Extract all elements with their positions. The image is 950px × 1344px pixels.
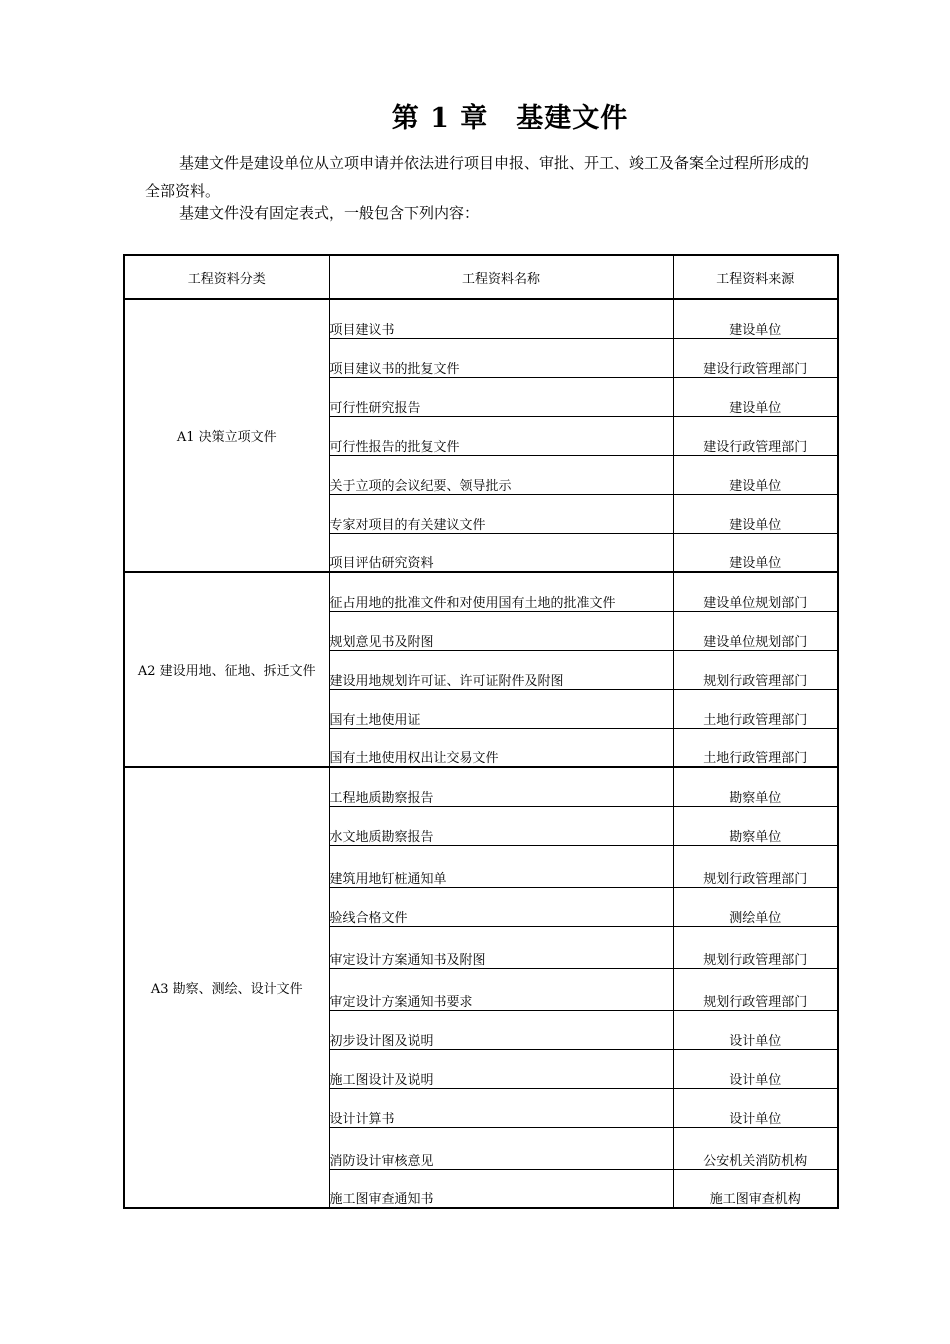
document-name-cell: 国有土地使用证 — [329, 689, 673, 728]
document-name-cell: 审定设计方案通知书及附图 — [329, 926, 673, 968]
document-source-cell: 建设单位 — [673, 533, 838, 572]
document-source-cell: 土地行政管理部门 — [673, 689, 838, 728]
document-name-cell: 验线合格文件 — [329, 887, 673, 926]
document-name-cell: 水文地质勘察报告 — [329, 806, 673, 845]
document-name-cell: 项目建议书的批复文件 — [329, 338, 673, 377]
document-name-cell: 项目建议书 — [329, 299, 673, 338]
document-source-cell: 设计单位 — [673, 1049, 838, 1088]
document-source-cell: 施工图审查机构 — [673, 1169, 838, 1208]
document-source-cell: 建设行政管理部门 — [673, 416, 838, 455]
document-name-cell: 设计计算书 — [329, 1088, 673, 1127]
document-name-cell: 施工图设计及说明 — [329, 1049, 673, 1088]
document-source-cell: 勘察单位 — [673, 767, 838, 806]
document-name-cell: 可行性报告的批复文件 — [329, 416, 673, 455]
category-cell: A2 建设用地、征地、拆迁文件 — [124, 572, 329, 767]
document-source-cell: 建设单位规划部门 — [673, 572, 838, 611]
document-source-cell: 建设单位 — [673, 377, 838, 416]
category-cell: A1 决策立项文件 — [124, 299, 329, 572]
document-name-cell: 规划意见书及附图 — [329, 611, 673, 650]
document-source-cell: 测绘单位 — [673, 887, 838, 926]
intro-paragraph-1: 基建文件是建设单位从立项申请并依法进行项目申报、审批、开工、竣工及备案全过程所形成的全部资料。 — [145, 154, 810, 200]
document-name-cell: 消防设计审核意见 — [329, 1127, 673, 1169]
document-name-cell: 国有土地使用权出让交易文件 — [329, 728, 673, 767]
document-name-cell: 审定设计方案通知书要求 — [329, 968, 673, 1010]
document-source-cell: 建设单位规划部门 — [673, 611, 838, 650]
document-source-cell: 建设单位 — [673, 455, 838, 494]
document-name-cell: 关于立项的会议纪要、领导批示 — [329, 455, 673, 494]
document-source-cell: 规划行政管理部门 — [673, 845, 838, 887]
document-name-cell: 可行性研究报告 — [329, 377, 673, 416]
document-source-cell: 建设单位 — [673, 494, 838, 533]
document-source-cell: 设计单位 — [673, 1088, 838, 1127]
document-source-cell: 规划行政管理部门 — [673, 968, 838, 1010]
document-source-cell: 建设行政管理部门 — [673, 338, 838, 377]
document-source-cell: 规划行政管理部门 — [673, 926, 838, 968]
document-name-cell: 项目评估研究资料 — [329, 533, 673, 572]
document-source-cell: 设计单位 — [673, 1010, 838, 1049]
document-name-cell: 征占用地的批准文件和对使用国有土地的批准文件 — [329, 572, 673, 611]
document-table — [123, 254, 839, 1209]
chapter-number: 第 1 章 — [391, 103, 489, 134]
table-body — [124, 299, 838, 1208]
table-row — [124, 572, 838, 611]
intro-paragraph-2: 基建文件没有固定表式，一般包含下列内容： — [179, 204, 480, 222]
document-name-cell: 专家对项目的有关建议文件 — [329, 494, 673, 533]
document-name-cell: 建设用地规划许可证、许可证附件及附图 — [329, 650, 673, 689]
chapter-name: 基建文件 — [516, 103, 629, 134]
document-source-cell: 建设单位 — [673, 299, 838, 338]
document-name-cell: 工程地质勘察报告 — [329, 767, 673, 806]
header-source: 工程资料来源 — [673, 255, 838, 299]
chapter-title — [0, 96, 950, 135]
document-source-cell: 规划行政管理部门 — [673, 650, 838, 689]
document-source-cell: 土地行政管理部门 — [673, 728, 838, 767]
table-row — [124, 299, 838, 338]
document-name-cell: 建筑用地钉桩通知单 — [329, 845, 673, 887]
category-cell: A3 勘察、测绘、设计文件 — [124, 767, 329, 1208]
document-source-cell: 公安机关消防机构 — [673, 1127, 838, 1169]
document-source-cell: 勘察单位 — [673, 806, 838, 845]
table-row — [124, 767, 838, 806]
header-category: 工程资料分类 — [124, 255, 329, 299]
document-name-cell: 施工图审查通知书 — [329, 1169, 673, 1208]
document-name-cell: 初步设计图及说明 — [329, 1010, 673, 1049]
header-name: 工程资料名称 — [329, 255, 673, 299]
